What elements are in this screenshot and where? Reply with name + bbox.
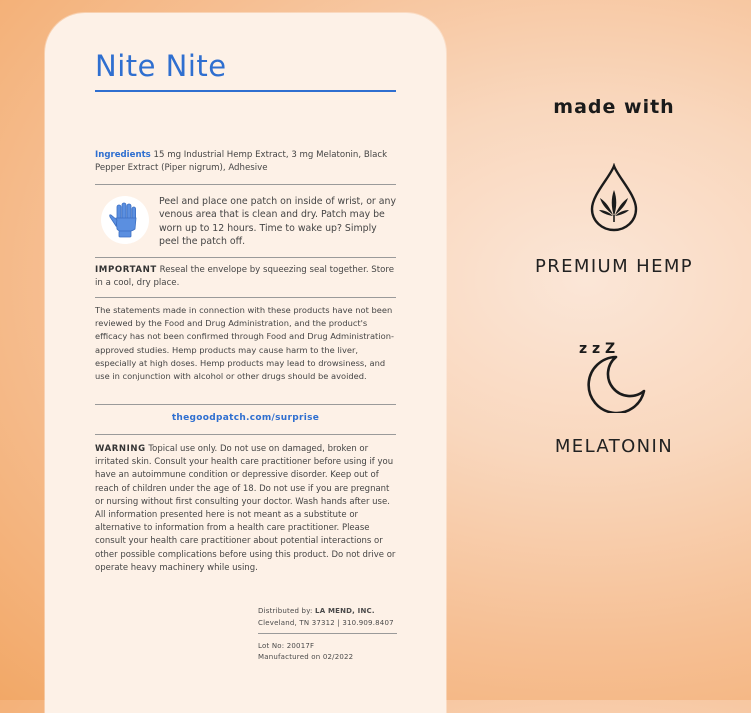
product-title: Nite Nite xyxy=(95,49,227,83)
title-underline xyxy=(95,90,396,92)
distributor-line xyxy=(258,606,398,617)
divider xyxy=(95,184,396,185)
warning-label: WARNING xyxy=(95,444,146,454)
manufactured-date: Manufactured on 02/2022 xyxy=(258,653,354,661)
sleep-z-text: z z Z xyxy=(579,341,616,357)
divider xyxy=(95,434,396,435)
hemp-leaf-drop-icon xyxy=(587,163,641,235)
distributed-label: Distributed by: xyxy=(258,607,313,615)
divider xyxy=(95,297,396,298)
divider xyxy=(95,257,396,258)
important-label: IMPORTANT xyxy=(95,265,157,275)
important-section xyxy=(95,264,396,290)
warning-section xyxy=(95,443,396,575)
important-text: Reseal the envelope by squeezing seal together. Store in a cool, dry place. xyxy=(95,265,395,289)
moon-sleep-icon xyxy=(576,333,656,413)
made-with-heading: made with xyxy=(553,96,675,118)
distributor-address: Cleveland, TN 37312 | 310.909.8407 xyxy=(258,619,394,627)
glove-badge xyxy=(101,196,149,244)
divider xyxy=(95,404,396,405)
divider xyxy=(258,633,397,634)
ingredients-section xyxy=(95,149,396,175)
distributor-name: LA MEND, INC. xyxy=(315,607,375,615)
ingredients-label: Ingredients xyxy=(95,150,151,160)
fda-disclaimer: The statements made in connection with these products have not been reviewed by the Food and Drug Administration, and the product's efficacy has not been confirmed through Food and Drug Administration-approved studies. Hemp products may cause harm to the liver, especially at high doses. Hemp products may lead to drowsiness, and use in conjunction with alcohol or other drugs should be avoided. xyxy=(95,305,394,382)
product-label-card xyxy=(45,13,446,713)
warning-text: Topical use only. Do not use on damaged, broken or irritated skin. Consult your health care practitioner before using if you have an autoimmune condition or depressive disorder. Keep out of reach of children under the age of 18. Do not use if you are pregnant or nursing without first consulting your doctor. Wash hands after use. All information presented here is not meant as a substitute or alternative to information from a health care practitioner. Please consult your health care practitioner about potential interactions or other possible complications before using this product. Do not drive or operate heavy machinery while using. xyxy=(95,444,396,573)
lot-number: Lot No: 20017F xyxy=(258,642,315,650)
usage-instructions: Peel and place one patch on inside of wrist, or any venous area that is clean and dry. Patch may be worn up to 12 hours. Time to wake up? Simply peel the patch off. xyxy=(159,196,396,248)
website-link[interactable]: thegoodpatch.com/surprise xyxy=(171,413,320,423)
ingredients-text: 15 mg Industrial Hemp Extract, 3 mg Melatonin, Black Pepper Extract (Piper nigrum), Adhesive xyxy=(95,150,388,174)
melatonin-label: MELATONIN xyxy=(554,436,674,457)
premium-hemp-label: PREMIUM HEMP xyxy=(534,256,694,277)
glove-icon xyxy=(101,196,149,244)
